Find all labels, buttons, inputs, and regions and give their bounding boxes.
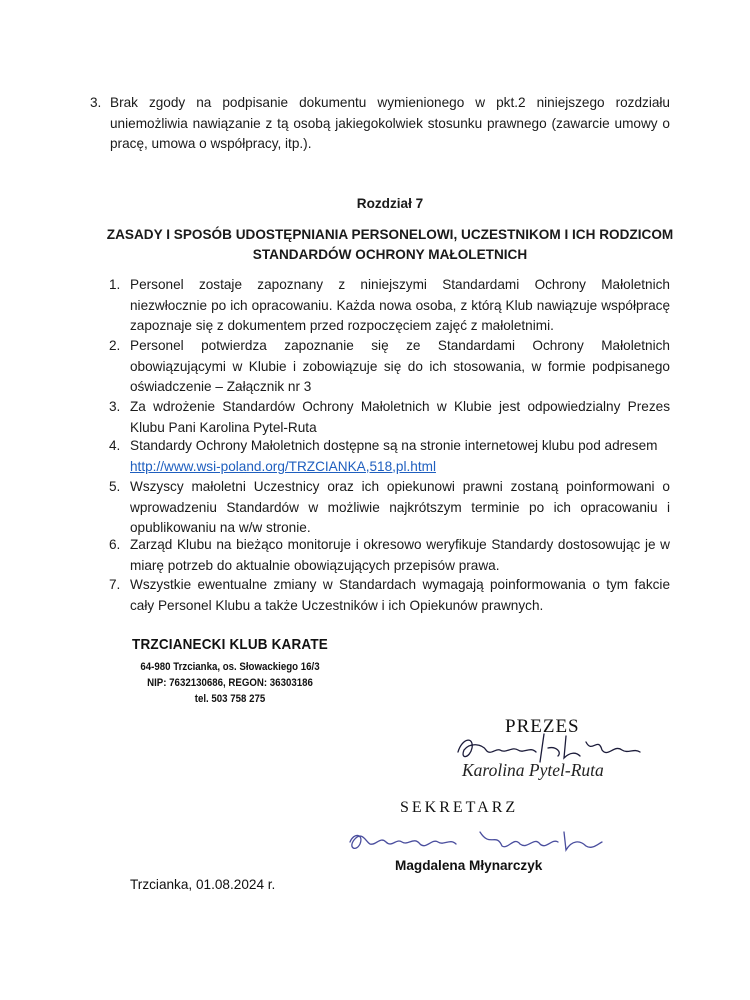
prezes-title: PREZES	[505, 716, 580, 737]
list-item	[109, 477, 670, 539]
item-number: 6.	[109, 537, 121, 552]
sekretarz-title: SEKRETARZ	[400, 799, 519, 816]
item-text: Personel zostaje zapoznany z niniejszymi Standardami Ochrony Małoletnich niezwłocznie po ich opracowaniu. Każda nowa osoba, z którą Klub nawiązuje współpracę zapoznaje się z dokumentem przed rozpoczęciem zajęć z małoletnimi.	[130, 277, 670, 333]
item-text: Za wdrożenie Standardów Ochrony Małoletnich w Klubie jest odpowiedzialny Prezes Klubu Pani Karolina Pytel-Ruta	[130, 399, 670, 435]
list-item	[109, 535, 670, 576]
item-text: Wszystkie ewentualne zmiany w Standardach wymagają poinformowania o tym fakcie cały Personel Klubu a także Uczestników i ich Opiekunów prawnych.	[130, 577, 670, 613]
item-number: 2.	[109, 338, 121, 353]
chapter-subtitle-line2: STANDARDÓW OCHRONY MAŁOLETNICH	[252, 247, 528, 262]
list-item	[109, 275, 670, 337]
item-text: Standardy Ochrony Małoletnich dostępne są na stronie internetowej klubu pod adresem	[130, 438, 658, 453]
sekretarz-signature	[340, 822, 610, 858]
club-stamp	[100, 636, 360, 707]
item-number: 5.	[109, 479, 121, 494]
list-item	[109, 436, 670, 477]
item-text: Personel potwierdza zapoznanie się ze Standardami Ochrony Małoletnich obowiązującymi w Klubie i zobowiązuje się do ich stosowania, w formie podpisanego oświadczenie – Załącznik nr 3	[130, 338, 670, 394]
list-item	[109, 397, 670, 438]
document-date: Trzcianka, 01.08.2024 r.	[130, 877, 276, 892]
item-text: Wszyscy małoletni Uczestnicy oraz ich opiekunowi prawni zostaną poinformowani o wprowadzeniu Standardów w możliwie najkrótszym terminie po ich opracowaniu i opublikowaniu na w/w stronie.	[130, 479, 670, 535]
prezes-name: Karolina Pytel-Ruta	[462, 760, 604, 780]
stamp-address: 64-980 Trzcianka, os. Słowackiego 16/3	[140, 661, 320, 673]
stamp-phone: tel. 503 758 275	[194, 693, 266, 705]
chapter-title: Rozdział 7	[356, 196, 424, 211]
standards-link[interactable]: http://www.wsi-poland.org/TRZCIANKA,518,pl.html	[130, 458, 436, 474]
list-item	[109, 575, 670, 616]
item-text: Brak zgody na podpisanie dokumentu wymienionego w pkt.2 niniejszego rozdziału uniemożliwia nawiązanie z tą osobą jakiegokolwiek stosunku prawnego (zawarcie umowy o pracę, umowa o współpracy, itp.).	[110, 95, 670, 151]
sekretarz-name: Magdalena Młynarczyk	[395, 858, 543, 873]
item-number: 1.	[109, 277, 121, 292]
chapter-subtitle-line1: ZASADY I SPOSÓB UDOSTĘPNIANIA PERSONELOWI, UCZESTNIKOM I ICH RODZICOM	[106, 227, 674, 242]
list-item	[109, 336, 670, 398]
item-number: 3.	[90, 95, 102, 110]
stamp-club-name: TRZCIANECKI KLUB KARATE	[132, 636, 328, 653]
item-number: 3.	[109, 399, 121, 414]
stamp-ids: NIP: 7632130686, REGON: 36303186	[147, 677, 313, 689]
item-number: 4.	[109, 438, 121, 453]
item-number: 7.	[109, 577, 121, 592]
item-text: Zarząd Klubu na bieżąco monitoruje i okresowo weryfikuje Standardy dostosowując je w miarę potrzeb do aktualnie obowiązujących przepisów prawa.	[130, 537, 670, 573]
intro-item	[90, 93, 670, 155]
